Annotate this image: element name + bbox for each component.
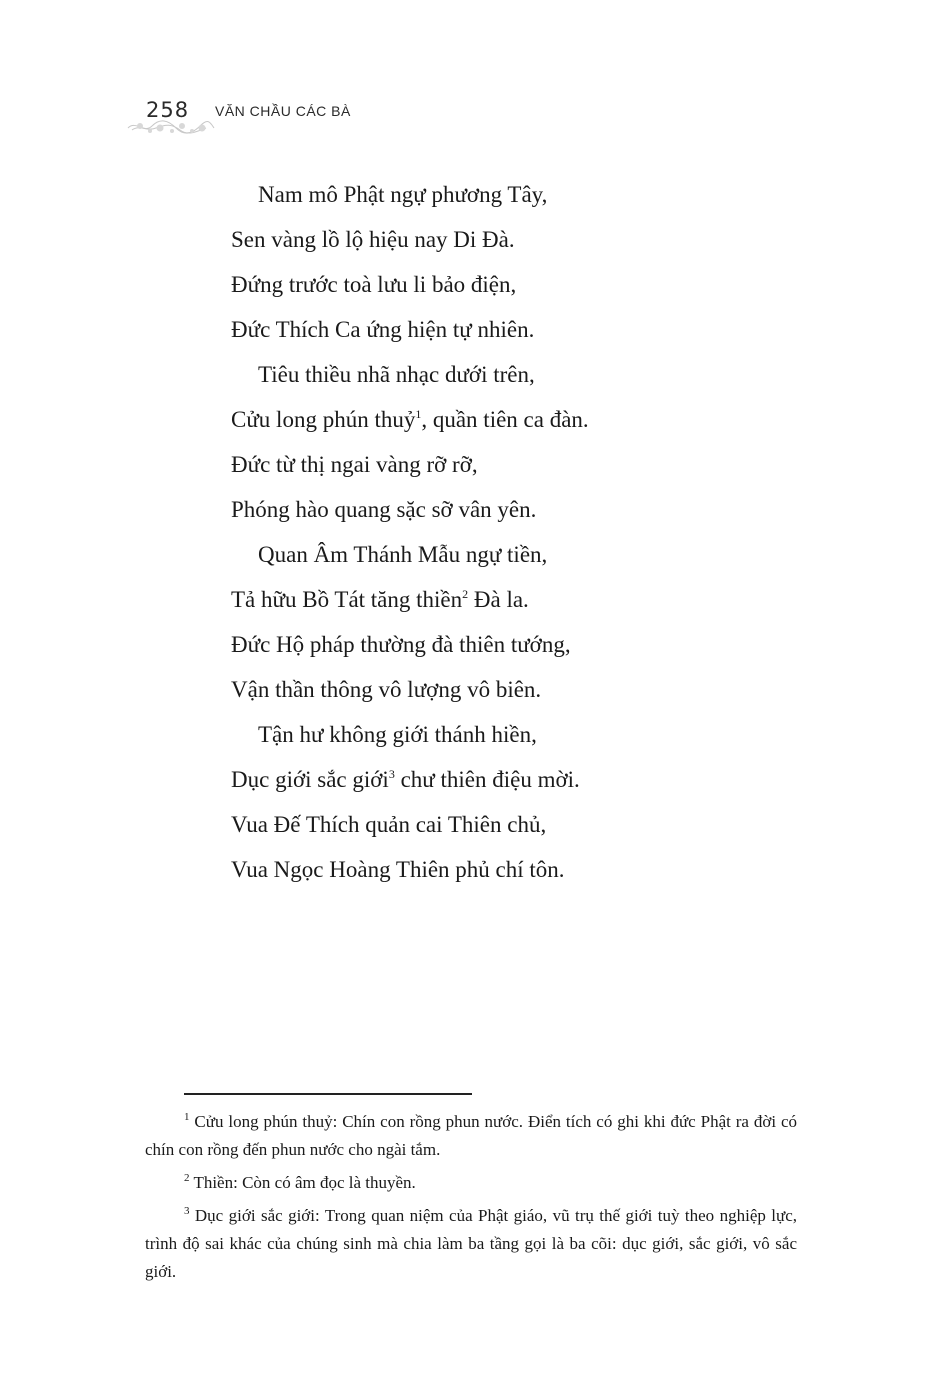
poem-line-text: Vận thần thông vô lượng vô biên. bbox=[231, 677, 542, 702]
poem-line bbox=[231, 172, 791, 217]
poem-line-text: Đức từ thị ngai vàng rỡ rỡ, bbox=[231, 452, 478, 477]
poem-line-text: Tả hữu Bồ Tát tăng thiền bbox=[231, 587, 463, 612]
footnote-ref: 2 bbox=[462, 587, 469, 601]
poem-line-text: Vua Đế Thích quản cai Thiên chủ, bbox=[231, 812, 547, 837]
page-header bbox=[140, 96, 360, 136]
poem-line-text: chư thiên điệu mời. bbox=[394, 767, 580, 792]
footnote-text: Cửu long phún thuỷ: Chín con rồng phun nước. Điển tích có ghi khi đức Phật ra đời có chín con rồng đến phun nước cho ngài tắm. bbox=[145, 1112, 797, 1159]
footnote-text: Dục giới sắc giới: Trong quan niệm của Phật giáo, vũ trụ thế giới tuỳ theo nghiệp lực, trình độ sai khác của chúng sinh mà chia làm ba tầng gọi là ba cõi: dục giới, sắc giới, vô sắc giới. bbox=[145, 1206, 797, 1281]
poem-line bbox=[231, 577, 791, 622]
poem-line-text: Đứng trước toà lưu li bảo điện, bbox=[231, 272, 517, 297]
poem-line-text: Đà la. bbox=[468, 587, 529, 612]
floral-ornament-icon bbox=[126, 116, 216, 136]
poem-line-text: , quần tiên ca đàn. bbox=[421, 407, 589, 432]
footnote-ref: 3 bbox=[388, 767, 395, 781]
poem-line bbox=[231, 622, 791, 667]
footnote-ref: 1 bbox=[415, 407, 422, 421]
footnote-divider bbox=[184, 1093, 472, 1095]
poem-line-text: Dục giới sắc giới bbox=[231, 767, 389, 792]
poem-line bbox=[231, 487, 791, 532]
footnote-marker: 1 bbox=[184, 1111, 190, 1123]
running-title: VĂN CHẦU CÁC BÀ bbox=[215, 103, 351, 119]
poem-line-text: Nam mô Phật ngự phương Tây, bbox=[258, 182, 548, 207]
poem-line bbox=[231, 307, 791, 352]
poem-line-text: Đức Thích Ca ứng hiện tự nhiên. bbox=[231, 317, 535, 342]
poem-line-text: Tiêu thiều nhã nhạc dưới trên, bbox=[258, 362, 535, 387]
poem-line bbox=[231, 712, 791, 757]
footnote-text: Thiền: Còn có âm đọc là thuyền. bbox=[189, 1173, 416, 1192]
poem-line-text: Quan Âm Thánh Mẫu ngự tiền, bbox=[258, 542, 548, 567]
poem-line-text: Phóng hào quang sặc sỡ vân yên. bbox=[231, 497, 537, 522]
footnote bbox=[145, 1202, 797, 1286]
poem-line bbox=[231, 847, 791, 892]
poem-line-text: Cửu long phún thuỷ bbox=[231, 407, 416, 432]
poem-line bbox=[231, 532, 791, 577]
poem-line-text: Sen vàng lồ lộ hiệu nay Di Đà. bbox=[231, 227, 515, 252]
poem-line bbox=[231, 352, 791, 397]
poem-line bbox=[231, 667, 791, 712]
poem-line bbox=[231, 397, 791, 442]
footnote bbox=[145, 1108, 797, 1164]
page-number: 258 bbox=[146, 98, 190, 122]
poem-line bbox=[231, 217, 791, 262]
poem-line bbox=[231, 442, 791, 487]
poem-line bbox=[231, 757, 791, 802]
poem-line-text: Vua Ngọc Hoàng Thiên phủ chí tôn. bbox=[231, 857, 565, 882]
footnote-marker: 3 bbox=[184, 1205, 190, 1217]
poem-line-text: Tận hư không giới thánh hiền, bbox=[258, 722, 537, 747]
footnote bbox=[145, 1169, 797, 1197]
footnotes bbox=[145, 1108, 797, 1291]
poem-line bbox=[231, 802, 791, 847]
poem-body bbox=[231, 172, 791, 892]
poem-line-text: Đức Hộ pháp thường đà thiên tướng, bbox=[231, 632, 571, 657]
poem-line bbox=[231, 262, 791, 307]
footnote-marker: 2 bbox=[184, 1172, 190, 1184]
